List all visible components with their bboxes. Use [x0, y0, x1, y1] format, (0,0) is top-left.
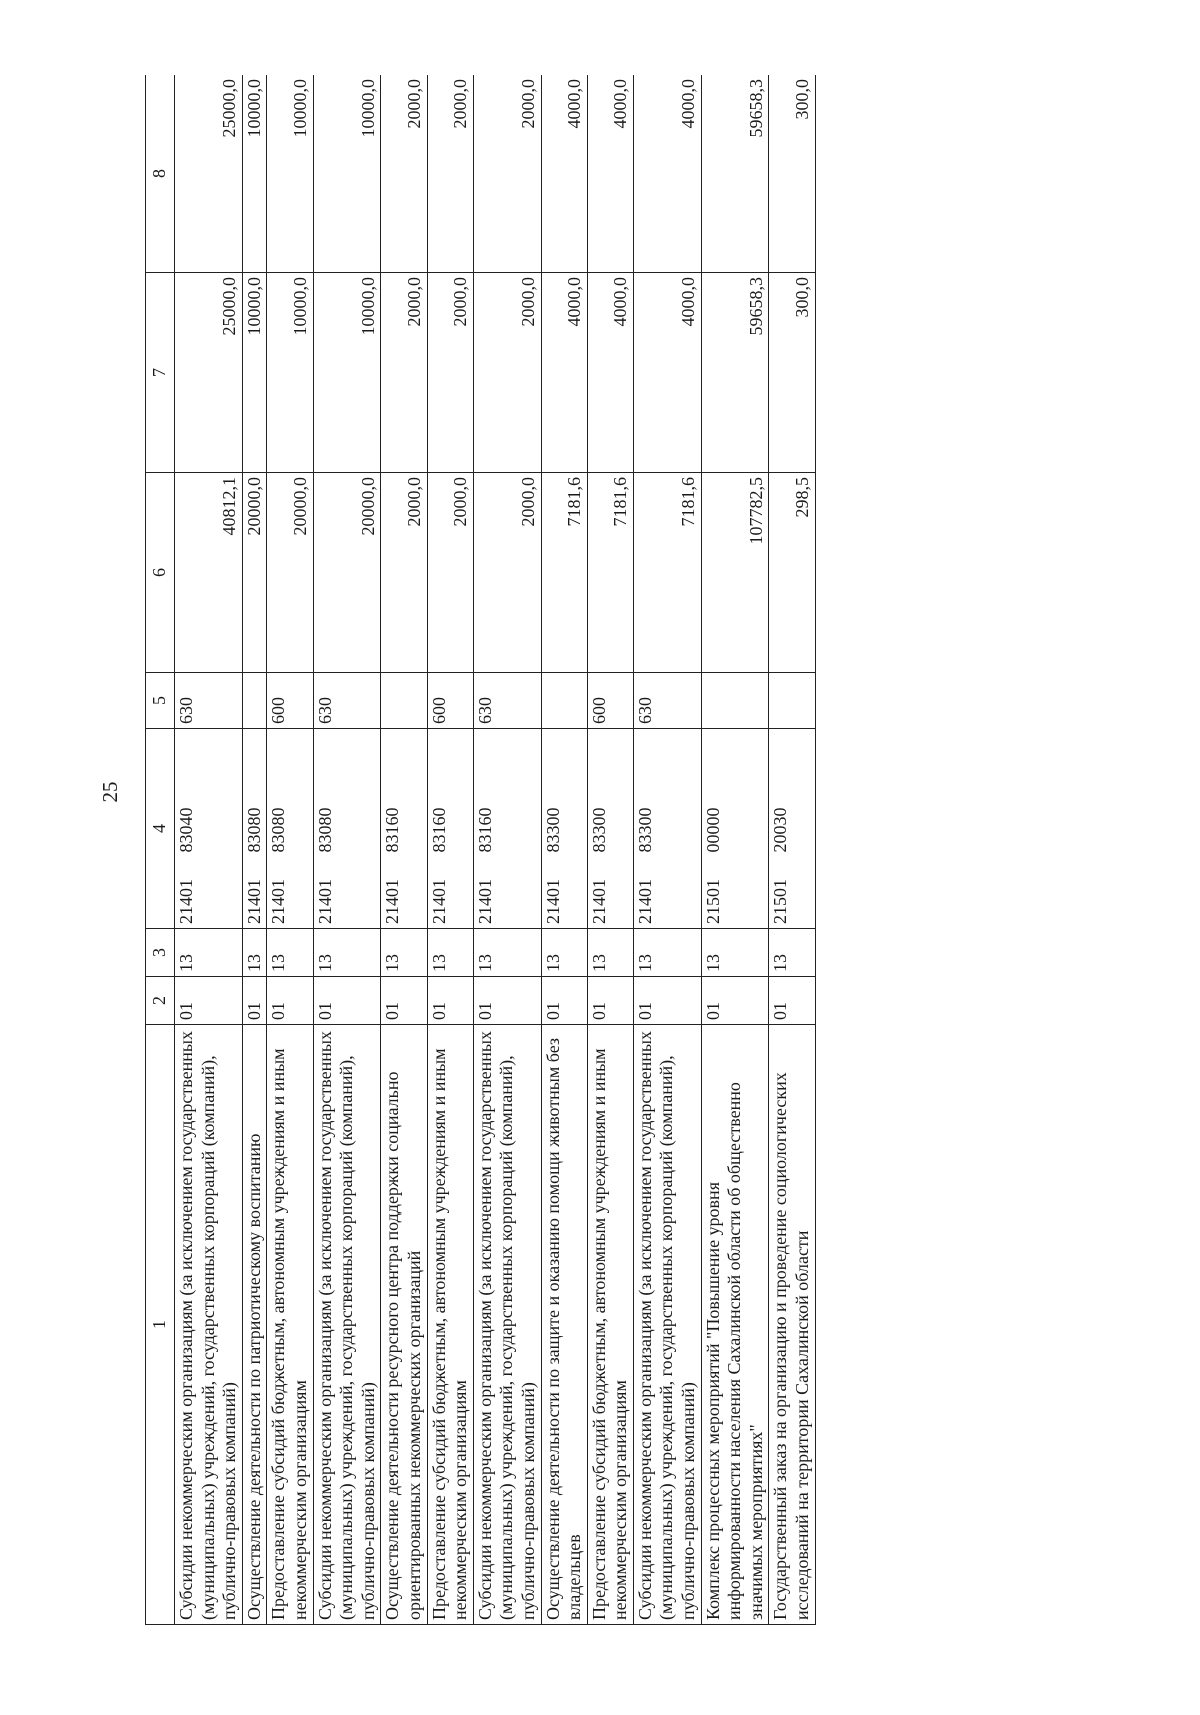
- cell-razdel: 01: [242, 977, 267, 1025]
- cell-name: Предоставление субсидий бюджетным, автономным учреждениям и иным некоммерческим организациям: [267, 1025, 313, 1625]
- table-row: [701, 75, 769, 1625]
- cell-amount-6: 2000,0: [381, 473, 427, 673]
- cell-name: Субсидии некоммерческим организациям (за исключением государственных (муниципальных) учреждений, государственных корпораций (компаний), публично-правовых компаний): [313, 1025, 381, 1625]
- cell-amount-6: 107782,5: [701, 473, 769, 673]
- table-row: [541, 75, 587, 1625]
- cell-amount-7: 2000,0: [427, 273, 473, 473]
- cell-name: Комплекс процессных мероприятий "Повышение уровня информированности населения Сахалинской области об общественно значимых мероприятиях": [701, 1025, 769, 1625]
- cell-amount-7: 300,0: [769, 273, 815, 473]
- cell-csr: 21501 00000: [701, 729, 769, 929]
- cell-podrazdel: 13: [701, 929, 769, 977]
- cell-amount-8: 4000,0: [541, 75, 587, 273]
- cell-csr: 21401 83300: [541, 729, 587, 929]
- cell-csr: 21501 20030: [769, 729, 815, 929]
- cell-amount-7: 4000,0: [633, 273, 701, 473]
- cell-vr: [381, 673, 427, 729]
- cell-amount-6: 2000,0: [473, 473, 541, 673]
- cell-amount-6: 298,5: [769, 473, 815, 673]
- cell-name: Осуществление деятельности по защите и оказанию помощи животным без владельцев: [541, 1025, 587, 1625]
- cell-podrazdel: 13: [633, 929, 701, 977]
- cell-csr: 21401 83300: [587, 729, 633, 929]
- cell-amount-6: 20000,0: [267, 473, 313, 673]
- cell-podrazdel: 13: [473, 929, 541, 977]
- cell-vr: 630: [313, 673, 381, 729]
- cell-csr: 21401 83160: [381, 729, 427, 929]
- cell-razdel: 01: [633, 977, 701, 1025]
- cell-name: Осуществление деятельности по патриотическому воспитанию: [242, 1025, 267, 1625]
- column-header: 5: [146, 673, 175, 729]
- table-header-row: [146, 75, 175, 1625]
- table-row: [587, 75, 633, 1625]
- cell-amount-8: 10000,0: [242, 75, 267, 273]
- cell-podrazdel: 13: [313, 929, 381, 977]
- cell-vr: 630: [175, 673, 243, 729]
- cell-amount-8: 59658,3: [701, 75, 769, 273]
- table-row: [473, 75, 541, 1625]
- rotated-page-area: [145, 75, 1175, 1625]
- cell-amount-7: 4000,0: [587, 273, 633, 473]
- cell-podrazdel: 13: [242, 929, 267, 977]
- cell-amount-8: 25000,0: [175, 75, 243, 273]
- cell-vr: 630: [473, 673, 541, 729]
- cell-csr: 21401 83080: [267, 729, 313, 929]
- cell-amount-7: 59658,3: [701, 273, 769, 473]
- table-row: [381, 75, 427, 1625]
- cell-razdel: 01: [587, 977, 633, 1025]
- table-row: [313, 75, 381, 1625]
- table-row: [267, 75, 313, 1625]
- cell-name: Предоставление субсидий бюджетным, автономным учреждениям и иным некоммерческим организациям: [427, 1025, 473, 1625]
- cell-csr: 21401 83080: [313, 729, 381, 929]
- cell-podrazdel: 13: [769, 929, 815, 977]
- cell-razdel: 01: [473, 977, 541, 1025]
- column-header: 7: [146, 273, 175, 473]
- cell-razdel: 01: [267, 977, 313, 1025]
- cell-podrazdel: 13: [267, 929, 313, 977]
- cell-podrazdel: 13: [541, 929, 587, 977]
- cell-amount-7: 10000,0: [267, 273, 313, 473]
- table-row: [242, 75, 267, 1625]
- cell-razdel: 01: [313, 977, 381, 1025]
- cell-vr: [701, 673, 769, 729]
- table-row: [427, 75, 473, 1625]
- cell-name: Субсидии некоммерческим организациям (за исключением государственных (муниципальных) учреждений, государственных корпораций (компаний), публично-правовых компаний): [473, 1025, 541, 1625]
- page-number: 25: [98, 781, 122, 803]
- cell-razdel: 01: [541, 977, 587, 1025]
- cell-amount-6: 40812,1: [175, 473, 243, 673]
- cell-razdel: 01: [701, 977, 769, 1025]
- cell-vr: 600: [267, 673, 313, 729]
- column-header: 6: [146, 473, 175, 673]
- table-row: [175, 75, 243, 1625]
- cell-amount-8: 300,0: [769, 75, 815, 273]
- column-header: 1: [146, 1025, 175, 1625]
- cell-amount-8: 4000,0: [633, 75, 701, 273]
- column-header: 8: [146, 75, 175, 273]
- cell-razdel: 01: [175, 977, 243, 1025]
- cell-csr: 21401 83040: [175, 729, 243, 929]
- cell-vr: 600: [587, 673, 633, 729]
- cell-podrazdel: 13: [427, 929, 473, 977]
- cell-name: Осуществление деятельности ресурсного центра поддержки социально ориентированных некоммерческих организаций: [381, 1025, 427, 1625]
- cell-amount-6: 20000,0: [313, 473, 381, 673]
- cell-amount-8: 2000,0: [427, 75, 473, 273]
- cell-razdel: 01: [769, 977, 815, 1025]
- budget-table: [145, 75, 816, 1625]
- cell-vr: [541, 673, 587, 729]
- cell-amount-7: 2000,0: [381, 273, 427, 473]
- cell-razdel: 01: [381, 977, 427, 1025]
- cell-amount-7: 10000,0: [242, 273, 267, 473]
- column-header: 4: [146, 729, 175, 929]
- cell-amount-8: 10000,0: [267, 75, 313, 273]
- cell-amount-6: 7181,6: [541, 473, 587, 673]
- budget-table-container: [145, 75, 1175, 1625]
- cell-amount-8: 4000,0: [587, 75, 633, 273]
- cell-amount-6: 7181,6: [587, 473, 633, 673]
- cell-amount-7: 2000,0: [473, 273, 541, 473]
- cell-razdel: 01: [427, 977, 473, 1025]
- cell-podrazdel: 13: [381, 929, 427, 977]
- cell-vr: [242, 673, 267, 729]
- column-header: 3: [146, 929, 175, 977]
- column-header: 2: [146, 977, 175, 1025]
- cell-name: Предоставление субсидий бюджетным, автономным учреждениям и иным некоммерческим организациям: [587, 1025, 633, 1625]
- cell-vr: 630: [633, 673, 701, 729]
- cell-name: Субсидии некоммерческим организациям (за исключением государственных (муниципальных) учреждений, государственных корпораций (компаний), публично-правовых компаний): [633, 1025, 701, 1625]
- cell-amount-6: 7181,6: [633, 473, 701, 673]
- cell-amount-8: 2000,0: [473, 75, 541, 273]
- cell-amount-7: 25000,0: [175, 273, 243, 473]
- cell-amount-7: 4000,0: [541, 273, 587, 473]
- cell-vr: 600: [427, 673, 473, 729]
- cell-podrazdel: 13: [175, 929, 243, 977]
- cell-amount-7: 10000,0: [313, 273, 381, 473]
- cell-csr: 21401 83080: [242, 729, 267, 929]
- cell-vr: [769, 673, 815, 729]
- table-row: [769, 75, 815, 1625]
- cell-name: Субсидии некоммерческим организациям (за исключением государственных (муниципальных) учреждений, государственных корпораций (компаний), публично-правовых компаний): [175, 1025, 243, 1625]
- cell-amount-6: 2000,0: [427, 473, 473, 673]
- cell-csr: 21401 83160: [473, 729, 541, 929]
- cell-csr: 21401 83300: [633, 729, 701, 929]
- cell-podrazdel: 13: [587, 929, 633, 977]
- cell-amount-6: 20000,0: [242, 473, 267, 673]
- cell-amount-8: 10000,0: [313, 75, 381, 273]
- table-row: [633, 75, 701, 1625]
- cell-name: Государственный заказ на организацию и проведение социологических исследований на территории Сахалинской области: [769, 1025, 815, 1625]
- cell-csr: 21401 83160: [427, 729, 473, 929]
- cell-amount-8: 2000,0: [381, 75, 427, 273]
